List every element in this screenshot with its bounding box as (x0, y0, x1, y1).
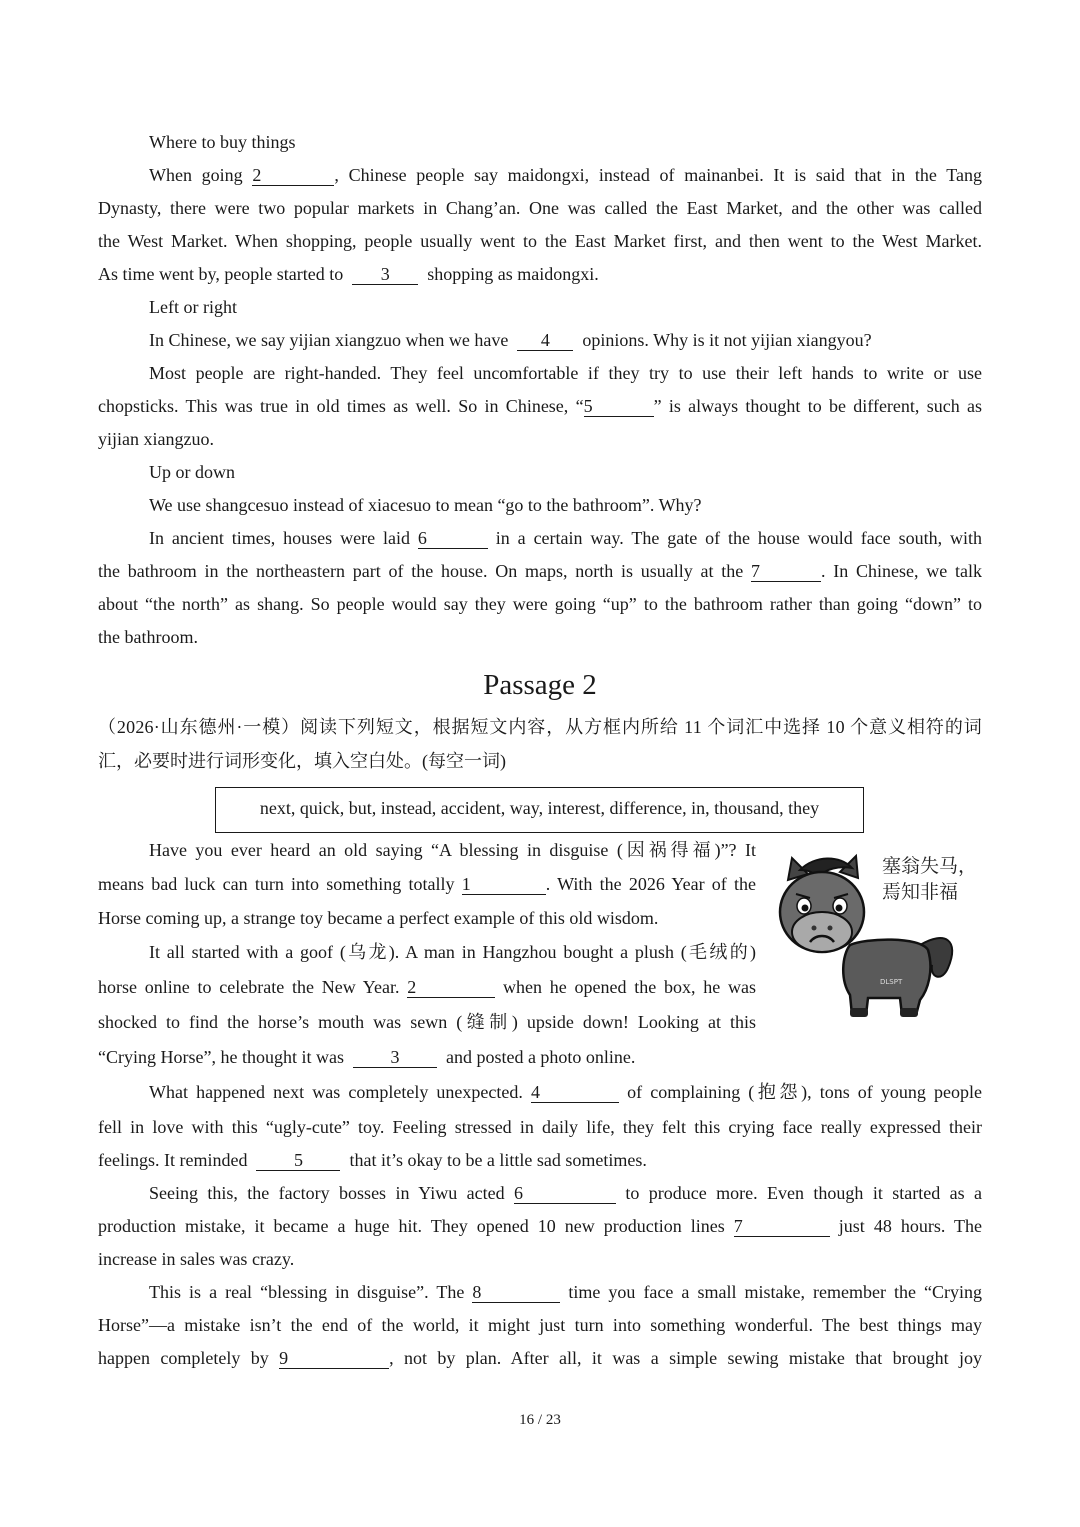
paragraph-line: This is a real “blessing in disguise”. The 8 time you face a small mistake, remember the “Crying (149, 1282, 982, 1302)
blank-8[interactable]: 8 (472, 1282, 560, 1303)
passage-title: Passage 2 (483, 669, 597, 701)
paragraph-line: Most people are right-handed. They feel uncomfortable if they try to use their left hands to write or use (149, 363, 982, 383)
paragraph-line: “Crying Horse”, he thought it was 3 and posted a photo online. (98, 1047, 636, 1067)
blank-4[interactable]: 4 (531, 1082, 619, 1103)
paragraph-line: When going 2 , Chinese people say maidongxi, instead of mainanbei. It is said that in the Tang (149, 165, 982, 185)
blank-3[interactable]: 3 (353, 1047, 437, 1068)
blank-7[interactable]: 7 (734, 1216, 830, 1237)
paragraph-line: yijian xiangzuo. (98, 429, 214, 449)
instruction-line: 汇，必要时进行词形变化，填入空白处。(每空一词) (98, 751, 506, 771)
instruction-line: （2026·山东德州·一模）阅读下列短文，根据短文内容，从方框内所给 11 个词汇中选择 10 个意义相符的词 (98, 717, 982, 737)
paragraph-line: Seeing this, the factory bosses in Yiwu acted 6 to produce more. Even though it started as a (149, 1183, 982, 1203)
paragraph-line: the bathroom in the northeastern part of the house. On maps, north is usually at the 7 . In Chinese, we talk (98, 561, 982, 581)
heading-up-or-down: Up or down (149, 462, 235, 482)
page-number: 16 / 23 (519, 1412, 561, 1428)
blank-9[interactable]: 9 (279, 1348, 389, 1369)
paragraph-line: fell in love with this “ugly-cute” toy. Feeling stressed in daily life, they felt this crying face really expressed their (98, 1117, 982, 1137)
crying-horse-illustration (770, 850, 985, 1025)
illustration-caption-1: 塞翁失马， (882, 855, 978, 877)
blank-2[interactable]: 2 (407, 977, 495, 998)
paragraph-line: We use shangcesuo instead of xiacesuo to mean “go to the bathroom”. Why? (149, 495, 702, 515)
heading-where-to-buy: Where to buy things (149, 132, 296, 152)
blank-6[interactable]: 6 (514, 1183, 616, 1204)
blank-2[interactable]: 2 (252, 165, 334, 186)
paragraph-line: What happened next was completely unexpected. 4 of complaining (抱怨), tons of young people (149, 1082, 982, 1102)
blank-4[interactable]: 4 (517, 330, 573, 351)
paragraph-line: In ancient times, houses were laid 6 in a certain way. The gate of the house would face south, with (149, 528, 982, 548)
word-box: next, quick, but, instead, accident, way, interest, difference, in, thousand, they (215, 787, 864, 833)
blank-5[interactable]: 5 (256, 1150, 340, 1171)
paragraph-line: the West Market. When shopping, people usually went to the East Market first, and then went to the West Market. (98, 231, 982, 251)
blank-5[interactable]: 5 (584, 396, 654, 417)
paragraph-line: horse online to celebrate the New Year. 2 when he opened the box, he was (98, 977, 757, 997)
paragraph-line: In Chinese, we say yijian xiangzuo when we have 4 opinions. Why is it not yijian xiangyou? (149, 330, 872, 350)
paragraph-line: Horse”—a mistake isn’t the end of the world, it might just turn into something wonderful. The best things may (98, 1315, 982, 1335)
paragraph-line: about “the north” as shang. So people would say they were going “up” to the bathroom rather than going “down” to (98, 594, 982, 614)
paragraph-line: Have you ever heard an old saying “A blessing in disguise (因祸得福)”? It (149, 840, 756, 860)
paragraph-line: shocked to find the horse’s mouth was sewn (缝制) upside down! Looking at this (98, 1012, 756, 1032)
paragraph-line: As time went by, people started to 3 shopping as maidongxi. (98, 264, 599, 284)
paragraph-line: the bathroom. (98, 627, 198, 647)
blank-1[interactable]: 1 (462, 874, 546, 895)
paragraph-line: increase in sales was crazy. (98, 1249, 295, 1269)
toy-tag-text: DLSPT (880, 978, 903, 986)
heading-left-or-right: Left or right (149, 297, 237, 317)
blank-3[interactable]: 3 (352, 264, 418, 285)
paragraph-line: production mistake, it became a huge hit. They opened 10 new production lines 7 just 48 hours. The (98, 1216, 983, 1236)
paragraph-line: Dynasty, there were two popular markets in Chang’an. One was called the East Market, and the other was called (98, 198, 982, 218)
blank-7[interactable]: 7 (751, 561, 821, 582)
illustration-caption-2: 焉知非福 (882, 881, 959, 903)
paragraph-line: Horse coming up, a strange toy became a perfect example of this old wisdom. (98, 908, 659, 928)
paragraph-line: It all started with a goof (乌龙). A man in Hangzhou bought a plush (毛绒的) (149, 942, 756, 962)
paragraph-line: feelings. It reminded 5 that it’s okay to be a little sad sometimes. (98, 1150, 647, 1170)
paragraph-line: means bad luck can turn into something totally 1 . With the 2026 Year of the (98, 874, 757, 894)
paragraph-line: happen completely by 9 , not by plan. After all, it was a simple sewing mistake that brought joy (98, 1348, 982, 1368)
blank-6[interactable]: 6 (418, 528, 488, 549)
paragraph-line: chopsticks. This was true in old times as well. So in Chinese, “5 ” is always thought to be different, such as (98, 396, 982, 416)
